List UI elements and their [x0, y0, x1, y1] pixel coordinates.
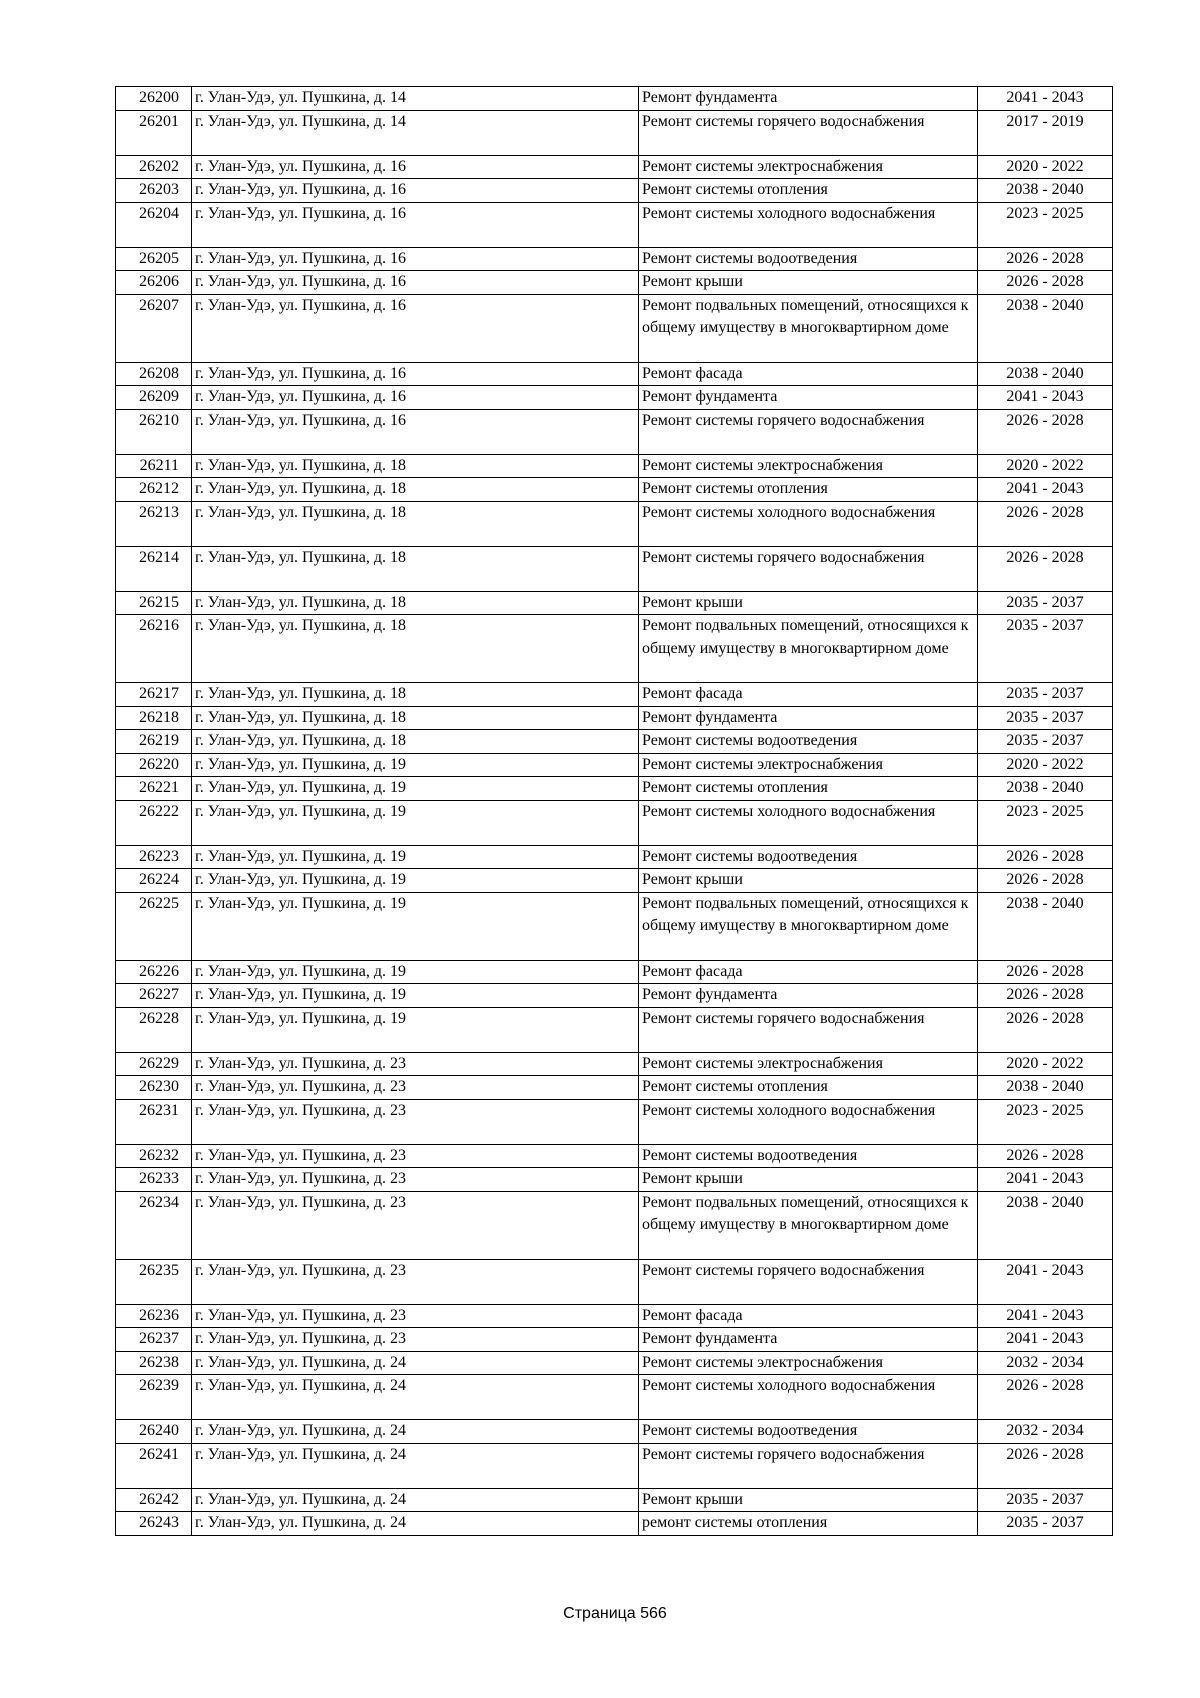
table-row: [116, 179, 1113, 203]
table-row: [116, 753, 1113, 777]
row-number: 26202: [116, 155, 192, 179]
row-work-type: Ремонт фундамента: [639, 87, 978, 111]
row-period: 2035 - 2037: [978, 1488, 1113, 1512]
row-number: 26208: [116, 362, 192, 386]
table-row: [116, 202, 1113, 247]
row-period: 2026 - 2028: [978, 271, 1113, 295]
table-row: [116, 1076, 1113, 1100]
row-number: 26220: [116, 753, 192, 777]
row-period: 2020 - 2022: [978, 454, 1113, 478]
row-period: 2035 - 2037: [978, 730, 1113, 754]
row-number: 26227: [116, 984, 192, 1008]
row-address: г. Улан-Удэ, ул. Пушкина, д. 19: [192, 869, 639, 893]
row-work-type: ремонт системы отопления: [639, 1512, 978, 1536]
row-address: г. Улан-Удэ, ул. Пушкина, д. 16: [192, 294, 639, 362]
table-row: [116, 800, 1113, 845]
row-period: 2038 - 2040: [978, 777, 1113, 801]
row-address: г. Улан-Удэ, ул. Пушкина, д. 23: [192, 1076, 639, 1100]
row-number: 26200: [116, 87, 192, 111]
row-number: 26229: [116, 1052, 192, 1076]
row-work-type: Ремонт системы горячего водоснабжения: [639, 1443, 978, 1488]
table-row: [116, 294, 1113, 362]
table-row: [116, 984, 1113, 1008]
row-period: 2041 - 2043: [978, 386, 1113, 410]
row-number: 26209: [116, 386, 192, 410]
row-number: 26238: [116, 1351, 192, 1375]
row-address: г. Улан-Удэ, ул. Пушкина, д. 23: [192, 1328, 639, 1352]
row-work-type: Ремонт подвальных помещений, относящихся к общему имуществу в многоквартирном доме: [639, 892, 978, 960]
row-number: 26221: [116, 777, 192, 801]
row-number: 26231: [116, 1099, 192, 1144]
table-row: [116, 1168, 1113, 1192]
row-work-type: Ремонт системы электроснабжения: [639, 155, 978, 179]
row-number: 26230: [116, 1076, 192, 1100]
row-work-type: Ремонт фасада: [639, 1304, 978, 1328]
registry-table-body: [116, 87, 1113, 1536]
row-number: 26222: [116, 800, 192, 845]
table-row: [116, 247, 1113, 271]
row-address: г. Улан-Удэ, ул. Пушкина, д. 18: [192, 454, 639, 478]
row-period: 2041 - 2043: [978, 1328, 1113, 1352]
table-row: [116, 706, 1113, 730]
row-number: 26242: [116, 1488, 192, 1512]
row-period: 2023 - 2025: [978, 1099, 1113, 1144]
row-number: 26216: [116, 615, 192, 683]
row-work-type: Ремонт системы электроснабжения: [639, 1052, 978, 1076]
page-number: Страница 566: [563, 1605, 667, 1622]
row-work-type: Ремонт системы электроснабжения: [639, 1351, 978, 1375]
row-period: 2026 - 2028: [978, 1144, 1113, 1168]
row-address: г. Улан-Удэ, ул. Пушкина, д. 24: [192, 1351, 639, 1375]
table-row: [116, 501, 1113, 546]
row-address: г. Улан-Удэ, ул. Пушкина, д. 19: [192, 1007, 639, 1052]
table-row: [116, 1328, 1113, 1352]
table-row: [116, 271, 1113, 295]
table-row: [116, 892, 1113, 960]
row-period: 2038 - 2040: [978, 179, 1113, 203]
row-work-type: Ремонт системы отопления: [639, 478, 978, 502]
row-address: г. Улан-Удэ, ул. Пушкина, д. 16: [192, 271, 639, 295]
row-address: г. Улан-Удэ, ул. Пушкина, д. 18: [192, 546, 639, 591]
table-row: [116, 591, 1113, 615]
row-number: 26232: [116, 1144, 192, 1168]
row-number: 26243: [116, 1512, 192, 1536]
table-row: [116, 845, 1113, 869]
row-period: 2026 - 2028: [978, 409, 1113, 454]
row-number: 26240: [116, 1420, 192, 1444]
row-period: 2026 - 2028: [978, 960, 1113, 984]
table-row: [116, 1052, 1113, 1076]
row-address: г. Улан-Удэ, ул. Пушкина, д. 19: [192, 777, 639, 801]
row-period: 2041 - 2043: [978, 87, 1113, 111]
row-address: г. Улан-Удэ, ул. Пушкина, д. 19: [192, 892, 639, 960]
table-row: [116, 730, 1113, 754]
row-period: 2035 - 2037: [978, 683, 1113, 707]
table-row: [116, 362, 1113, 386]
row-work-type: Ремонт системы отопления: [639, 1076, 978, 1100]
row-number: 26218: [116, 706, 192, 730]
row-work-type: Ремонт системы холодного водоснабжения: [639, 501, 978, 546]
row-period: 2038 - 2040: [978, 1191, 1113, 1259]
row-period: 2038 - 2040: [978, 362, 1113, 386]
row-work-type: Ремонт фундамента: [639, 386, 978, 410]
table-row: [116, 1007, 1113, 1052]
row-address: г. Улан-Удэ, ул. Пушкина, д. 18: [192, 501, 639, 546]
row-number: 26213: [116, 501, 192, 546]
row-address: г. Улан-Удэ, ул. Пушкина, д. 19: [192, 800, 639, 845]
row-work-type: Ремонт системы холодного водоснабжения: [639, 1375, 978, 1420]
row-address: г. Улан-Удэ, ул. Пушкина, д. 23: [192, 1168, 639, 1192]
row-address: г. Улан-Удэ, ул. Пушкина, д. 23: [192, 1259, 639, 1304]
row-period: 2017 - 2019: [978, 110, 1113, 155]
table-row: [116, 1512, 1113, 1536]
row-work-type: Ремонт системы водоотведения: [639, 1144, 978, 1168]
row-address: г. Улан-Удэ, ул. Пушкина, д. 18: [192, 706, 639, 730]
row-address: г. Улан-Удэ, ул. Пушкина, д. 18: [192, 615, 639, 683]
row-number: 26204: [116, 202, 192, 247]
table-row: [116, 1099, 1113, 1144]
row-work-type: Ремонт подвальных помещений, относящихся к общему имуществу в многоквартирном доме: [639, 1191, 978, 1259]
row-number: 26201: [116, 110, 192, 155]
row-number: 26211: [116, 454, 192, 478]
row-work-type: Ремонт системы водоотведения: [639, 845, 978, 869]
row-period: 2038 - 2040: [978, 1076, 1113, 1100]
row-address: г. Улан-Удэ, ул. Пушкина, д. 16: [192, 247, 639, 271]
row-address: г. Улан-Удэ, ул. Пушкина, д. 24: [192, 1488, 639, 1512]
row-work-type: Ремонт фасада: [639, 960, 978, 984]
table-row: [116, 546, 1113, 591]
row-work-type: Ремонт фасада: [639, 683, 978, 707]
row-work-type: Ремонт подвальных помещений, относящихся к общему имуществу в многоквартирном доме: [639, 615, 978, 683]
row-period: 2026 - 2028: [978, 247, 1113, 271]
row-address: г. Улан-Удэ, ул. Пушкина, д. 18: [192, 730, 639, 754]
row-number: 26205: [116, 247, 192, 271]
row-address: г. Улан-Удэ, ул. Пушкина, д. 19: [192, 845, 639, 869]
row-period: 2020 - 2022: [978, 155, 1113, 179]
row-number: 26228: [116, 1007, 192, 1052]
row-period: 2035 - 2037: [978, 706, 1113, 730]
row-period: 2026 - 2028: [978, 845, 1113, 869]
table-row: [116, 478, 1113, 502]
row-number: 26210: [116, 409, 192, 454]
row-period: 2023 - 2025: [978, 800, 1113, 845]
row-address: г. Улан-Удэ, ул. Пушкина, д. 18: [192, 478, 639, 502]
row-address: г. Улан-Удэ, ул. Пушкина, д. 18: [192, 591, 639, 615]
row-number: 26235: [116, 1259, 192, 1304]
row-work-type: Ремонт крыши: [639, 591, 978, 615]
table-row: [116, 110, 1113, 155]
row-address: г. Улан-Удэ, ул. Пушкина, д. 14: [192, 87, 639, 111]
row-period: 2026 - 2028: [978, 1007, 1113, 1052]
table-row: [116, 615, 1113, 683]
row-address: г. Улан-Удэ, ул. Пушкина, д. 19: [192, 753, 639, 777]
row-period: 2026 - 2028: [978, 501, 1113, 546]
row-work-type: Ремонт системы отопления: [639, 777, 978, 801]
row-address: г. Улан-Удэ, ул. Пушкина, д. 14: [192, 110, 639, 155]
table-row: [116, 155, 1113, 179]
row-period: 2041 - 2043: [978, 478, 1113, 502]
table-row: [116, 1488, 1113, 1512]
row-address: г. Улан-Удэ, ул. Пушкина, д. 24: [192, 1420, 639, 1444]
table-row: [116, 777, 1113, 801]
row-work-type: Ремонт фасада: [639, 362, 978, 386]
row-work-type: Ремонт системы электроснабжения: [639, 753, 978, 777]
row-number: 26226: [116, 960, 192, 984]
row-work-type: Ремонт крыши: [639, 1168, 978, 1192]
row-work-type: Ремонт системы холодного водоснабжения: [639, 800, 978, 845]
table-row: [116, 1259, 1113, 1304]
row-work-type: Ремонт системы горячего водоснабжения: [639, 1259, 978, 1304]
row-address: г. Улан-Удэ, ул. Пушкина, д. 24: [192, 1443, 639, 1488]
row-address: г. Улан-Удэ, ул. Пушкина, д. 23: [192, 1304, 639, 1328]
row-number: 26224: [116, 869, 192, 893]
registry-table: [115, 86, 1113, 1536]
row-period: 2041 - 2043: [978, 1304, 1113, 1328]
row-number: 26233: [116, 1168, 192, 1192]
row-address: г. Улан-Удэ, ул. Пушкина, д. 23: [192, 1099, 639, 1144]
row-number: 26215: [116, 591, 192, 615]
row-work-type: Ремонт крыши: [639, 271, 978, 295]
row-work-type: Ремонт фундамента: [639, 706, 978, 730]
row-number: 26219: [116, 730, 192, 754]
row-work-type: Ремонт системы горячего водоснабжения: [639, 409, 978, 454]
row-period: 2020 - 2022: [978, 753, 1113, 777]
row-number: 26225: [116, 892, 192, 960]
row-number: 26236: [116, 1304, 192, 1328]
row-period: 2026 - 2028: [978, 869, 1113, 893]
row-period: 2041 - 2043: [978, 1168, 1113, 1192]
row-address: г. Улан-Удэ, ул. Пушкина, д. 16: [192, 386, 639, 410]
row-address: г. Улан-Удэ, ул. Пушкина, д. 19: [192, 960, 639, 984]
row-work-type: Ремонт крыши: [639, 1488, 978, 1512]
table-row: [116, 869, 1113, 893]
row-period: 2041 - 2043: [978, 1259, 1113, 1304]
row-address: г. Улан-Удэ, ул. Пушкина, д. 16: [192, 179, 639, 203]
table-row: [116, 1443, 1113, 1488]
table-row: [116, 386, 1113, 410]
table-row: [116, 1144, 1113, 1168]
row-work-type: Ремонт системы холодного водоснабжения: [639, 202, 978, 247]
row-work-type: Ремонт фундамента: [639, 984, 978, 1008]
row-number: 26212: [116, 478, 192, 502]
row-number: 26207: [116, 294, 192, 362]
row-period: 2023 - 2025: [978, 202, 1113, 247]
row-period: 2026 - 2028: [978, 984, 1113, 1008]
row-work-type: Ремонт системы водоотведения: [639, 1420, 978, 1444]
row-number: 26206: [116, 271, 192, 295]
row-address: г. Улан-Удэ, ул. Пушкина, д. 24: [192, 1375, 639, 1420]
row-number: 26239: [116, 1375, 192, 1420]
table-row: [116, 87, 1113, 111]
row-number: 26217: [116, 683, 192, 707]
row-period: 2038 - 2040: [978, 294, 1113, 362]
row-address: г. Улан-Удэ, ул. Пушкина, д. 16: [192, 409, 639, 454]
table-row: [116, 683, 1113, 707]
table-row: [116, 409, 1113, 454]
table-row: [116, 1375, 1113, 1420]
row-number: 26241: [116, 1443, 192, 1488]
row-work-type: Ремонт системы водоотведения: [639, 730, 978, 754]
row-address: г. Улан-Удэ, ул. Пушкина, д. 19: [192, 984, 639, 1008]
row-period: 2026 - 2028: [978, 1443, 1113, 1488]
row-period: 2032 - 2034: [978, 1420, 1113, 1444]
table-row: [116, 1191, 1113, 1259]
row-address: г. Улан-Удэ, ул. Пушкина, д. 23: [192, 1144, 639, 1168]
row-work-type: Ремонт подвальных помещений, относящихся к общему имуществу в многоквартирном доме: [639, 294, 978, 362]
table-row: [116, 960, 1113, 984]
row-number: 26214: [116, 546, 192, 591]
row-number: 26223: [116, 845, 192, 869]
row-work-type: Ремонт системы отопления: [639, 179, 978, 203]
row-period: 2035 - 2037: [978, 1512, 1113, 1536]
row-number: 26237: [116, 1328, 192, 1352]
row-work-type: Ремонт системы электроснабжения: [639, 454, 978, 478]
row-period: 2038 - 2040: [978, 892, 1113, 960]
row-address: г. Улан-Удэ, ул. Пушкина, д. 24: [192, 1512, 639, 1536]
row-work-type: Ремонт системы горячего водоснабжения: [639, 546, 978, 591]
row-work-type: Ремонт системы горячего водоснабжения: [639, 110, 978, 155]
row-number: 26203: [116, 179, 192, 203]
table-row: [116, 454, 1113, 478]
row-address: г. Улан-Удэ, ул. Пушкина, д. 16: [192, 362, 639, 386]
row-period: 2020 - 2022: [978, 1052, 1113, 1076]
table-row: [116, 1351, 1113, 1375]
row-work-type: Ремонт крыши: [639, 869, 978, 893]
row-address: г. Улан-Удэ, ул. Пушкина, д. 16: [192, 155, 639, 179]
row-period: 2032 - 2034: [978, 1351, 1113, 1375]
table-row: [116, 1420, 1113, 1444]
row-work-type: Ремонт фундамента: [639, 1328, 978, 1352]
row-work-type: Ремонт системы водоотведения: [639, 247, 978, 271]
row-work-type: Ремонт системы горячего водоснабжения: [639, 1007, 978, 1052]
row-address: г. Улан-Удэ, ул. Пушкина, д. 23: [192, 1052, 639, 1076]
row-period: 2026 - 2028: [978, 546, 1113, 591]
row-address: г. Улан-Удэ, ул. Пушкина, д. 18: [192, 683, 639, 707]
row-work-type: Ремонт системы холодного водоснабжения: [639, 1099, 978, 1144]
row-period: 2035 - 2037: [978, 591, 1113, 615]
table-row: [116, 1304, 1113, 1328]
row-address: г. Улан-Удэ, ул. Пушкина, д. 23: [192, 1191, 639, 1259]
row-number: 26234: [116, 1191, 192, 1259]
row-address: г. Улан-Удэ, ул. Пушкина, д. 16: [192, 202, 639, 247]
row-period: 2035 - 2037: [978, 615, 1113, 683]
row-period: 2026 - 2028: [978, 1375, 1113, 1420]
